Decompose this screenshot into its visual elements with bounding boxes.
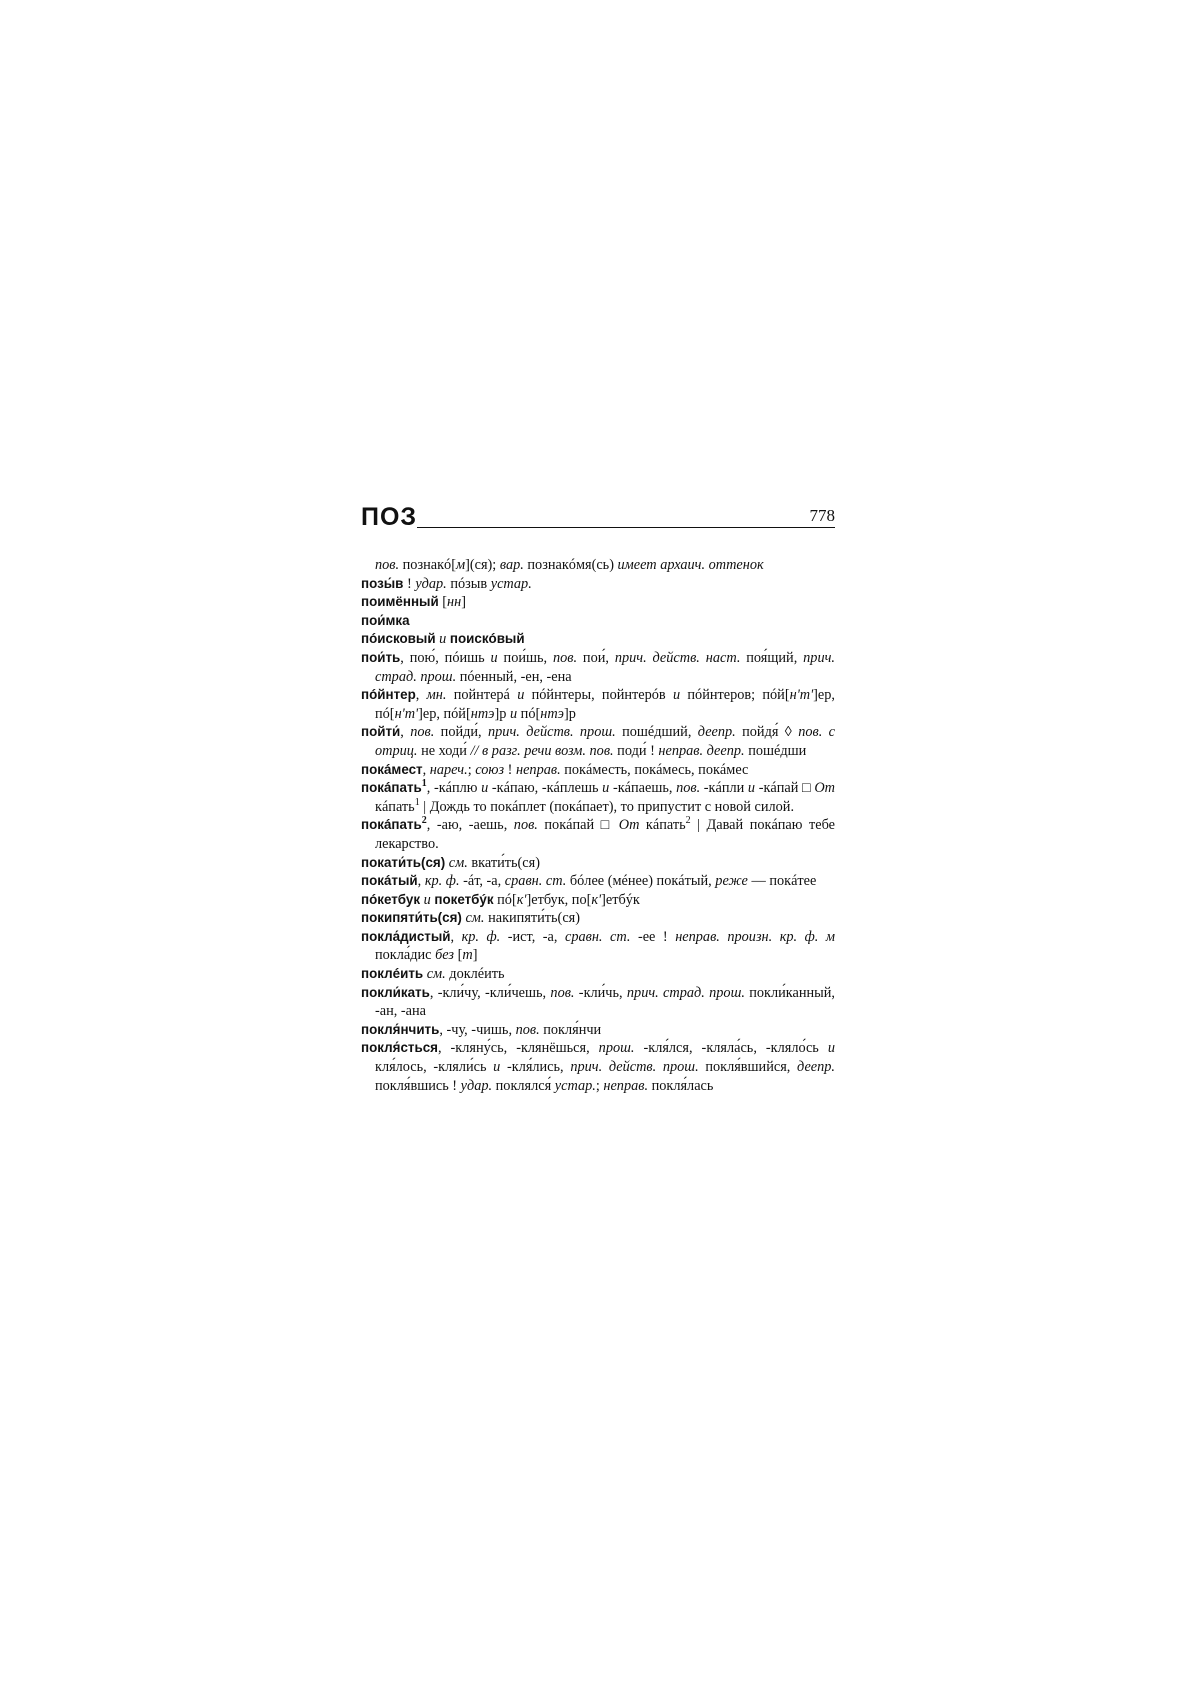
page-number: 778 [809,506,835,525]
grammar-label: и [602,780,610,797]
dictionary-entry [361,1021,835,1040]
headword: покля́нчить [361,1021,440,1037]
grammar-label: прич. страд. прош. [375,649,835,685]
dictionary-entry [361,630,835,649]
headword: пóисковый [361,631,436,647]
entry-text: -ее ! [630,928,676,945]
grammar-label: неправ. [603,1077,649,1094]
homonym-index: 1 [414,796,420,808]
grammar-label: и [490,649,498,666]
grammar-label: пов. [550,984,575,1001]
grammar-label: неправ. [515,761,561,778]
homonym-index: 1 [421,778,427,790]
headword: пóкетбук [361,891,421,907]
entry-text: познакó[ [399,557,456,573]
grammar-label: прич. действ. прош. [488,724,616,741]
entry-text: ]ер, пó[ [375,687,835,722]
grammar-label: От [618,817,640,834]
grammar-label: // в разг. речи возм. пов. [470,742,614,759]
headword: поискóвый [449,631,525,647]
guide-word: ПОЗ [361,503,418,531]
headword: покипяти́ть(ся) [361,910,462,926]
entry-text: ]р [494,705,510,722]
entry-text: , -кáплю [426,780,482,797]
entry-text: пои́шь, [497,649,553,666]
grammar-label: и [747,780,756,797]
grammar-label: м [455,557,466,573]
entry-text: кáпать [639,817,686,834]
grammar-label: устар. [490,575,532,592]
dictionary-entry [361,686,835,723]
headword: покати́ть(ся) [361,854,446,870]
entry-text: бóлее (мéнее) покáтый, [566,873,716,890]
grammar-label: деепр. [697,724,736,741]
entry-text: ]етбýк [601,891,640,908]
grammar-label: т [462,947,473,964]
entry-text: ; [595,1077,604,1094]
entry-text: кáпать [375,798,415,815]
grammar-label: пов. [515,1021,540,1038]
grammar-label: пов. с отриц. [375,724,836,759]
homonym-index: 2 [421,815,427,827]
entry-text: , [417,873,425,890]
grammar-label: и [423,891,431,908]
grammar-label: неправ. произн. кр. ф. м [675,928,835,945]
dictionary-entry [361,761,835,780]
grammar-label: прич. действ. прош. [570,1059,699,1076]
grammar-label: и [517,687,525,704]
headword: покля́сться [361,1040,438,1056]
entry-text: | Давай покáпаю тебе лекарство. [375,817,836,852]
grammar-label: неправ. деепр. [658,742,745,759]
entry-text: пó[ [493,891,517,908]
entry-text: доклéить [445,966,505,983]
headword: покáпать [361,817,422,833]
entry-text: пойди́, [434,724,488,741]
entry-text: пойнтерá [446,687,518,704]
grammar-label: прич. действ. наст. [614,649,741,666]
entry-text: ](ся); [465,557,500,573]
grammar-label: удар. [460,1077,493,1094]
grammar-label: см. [465,910,485,927]
headword: пойти́ [361,724,401,740]
entry-text: пóенный, -ен, -ена [456,668,572,685]
entry-text: , пою́, пóишь [400,649,491,666]
entry-text: кля́лось, -кляли́сь [375,1059,494,1076]
entry-text: , -кли́чу, -кли́чешь, [429,984,551,1001]
dictionary-entry [361,854,835,873]
grammar-label: сравн. ст. [504,873,567,890]
entry-text: поди́ ! [613,742,659,759]
entry-text: [ [454,947,463,964]
grammar-label: и [481,780,489,797]
entry-text: | Дождь то покáплет (покáпает), то припустит с новой силой. [419,798,795,815]
dictionary-entry [361,779,835,816]
entry-text: -кля́лся, -кляла́сь, -кляло́сь [634,1040,828,1057]
dictionary-entry [361,723,835,760]
headword: поклéить [361,966,424,982]
dictionary-entry [361,556,835,575]
entry-text: , [422,761,430,778]
entry-text: покáместь, покáмесь, покáмес [560,761,749,778]
entry-text: пóйнтеров; пóй[ [680,687,790,704]
entry-text: пóзыв [446,575,491,592]
grammar-label: без [435,947,455,964]
entry-text: ! [403,575,416,592]
entry-text: покáпай □ [537,817,619,834]
entry-text: ]р [563,705,576,722]
dictionary-entry [361,891,835,910]
entry-text: , -чу, -чишь, [439,1021,516,1038]
grammar-label: реже [715,873,748,890]
grammar-label: пов. [676,780,701,797]
headword: покетбýк [434,891,494,907]
dictionary-entry [361,872,835,891]
entry-text: ] [472,947,478,964]
grammar-label: пов. [513,817,538,834]
entry-text: покля́вшийся, [698,1059,798,1076]
grammar-label: кр. ф. [424,873,460,890]
entry-text: не ходи́ [417,742,471,759]
entry-text: -кли́чь, [574,984,627,1001]
entry-text: поклялся́ [492,1077,555,1094]
headword: покáтый [361,873,418,889]
headword: покли́кать [361,984,430,1000]
entry-text: -кáпли [700,780,748,797]
page-header [361,502,835,532]
grammar-label: сравн. ст. [564,928,631,945]
dictionary-entry [361,1039,835,1095]
headword: пóйнтер [361,687,416,703]
entry-text: -кáпаешь, [609,780,677,797]
grammar-label: к' [591,891,602,908]
homonym-index: 2 [685,815,691,827]
grammar-label: имеет архаич. оттенок [617,557,764,573]
entry-text: пóйнтеры, пойнтерóв [524,687,673,704]
grammar-label: пов. [375,557,400,573]
dictionary-entry [361,593,835,612]
grammar-label: и [493,1059,501,1076]
grammar-label: вар. [499,557,524,573]
grammar-label: к' [516,891,527,908]
grammar-label: пов. [552,649,578,666]
headword: покáпать [361,780,422,796]
grammar-label: см. [448,854,468,871]
entry-text: -áт, -а, [459,873,505,890]
grammar-label: устар. [554,1077,596,1094]
entry-text: покля́нчи [539,1021,602,1038]
grammar-label: пов. [410,724,435,741]
headword: покла́дистый [361,928,451,944]
headword: поимённый [361,594,439,610]
dictionary-entry [361,816,835,853]
entry-text: ]етбук, по[ [526,891,592,908]
entry-text: ] [461,594,466,611]
grammar-label: мн. [426,687,447,704]
grammar-label: союз [475,761,505,778]
headword: пои́ть [361,649,401,665]
entry-text: покли́канный, -ан, -ана [375,984,835,1020]
grammar-label: нн [447,594,462,611]
entry-text: ]ер, пóй[ [418,705,471,722]
entry-text: познакóмя(сь) [523,557,618,573]
entry-text: , [415,687,427,704]
grammar-label: и [827,1040,835,1057]
dictionary-entry [361,575,835,594]
grammar-label: прич. страд. прош. [626,984,745,1001]
dictionary-entries [361,556,835,1095]
entry-text: [ [438,594,448,611]
entry-text: вкати́ть(ся) [467,854,540,871]
dictionary-entry [361,965,835,984]
entry-text: , -кляну́сь, -клянёшься, [437,1040,599,1057]
grammar-label: прош. [598,1040,635,1057]
entry-text: — покáтее [747,873,817,890]
grammar-label: деепр. [797,1059,836,1076]
grammar-label: нтэ [540,705,564,722]
entry-text: пошéдший, [615,724,698,741]
grammar-label: нтэ [470,705,495,722]
grammar-label: н'т' [789,687,814,704]
entry-text: пошéдши [744,742,807,759]
entry-text: покля́лась [648,1077,714,1094]
grammar-label: кр. ф. [461,928,501,945]
grammar-label: удар. [415,575,447,592]
headword: пои́мка [361,612,410,628]
entry-text: , -аю, -аешь, [426,817,514,834]
grammar-label: см. [426,966,446,983]
entry-text: покла́дис [375,947,436,964]
grammar-label: н'т' [394,705,419,722]
header-rule [417,527,835,528]
grammar-label: От [814,780,836,797]
entry-text: поя́щий, [740,649,804,666]
entry-text: -кáпаю, -кáплешь [488,780,603,797]
entry-text: ! [504,761,516,778]
dictionary-entry [361,649,835,686]
grammar-label: нареч. [429,761,468,778]
entry-text: ; [467,761,476,778]
entry-text: -ист, -а, [500,928,565,945]
entry-text: пои́, [577,649,615,666]
entry-text: , [450,928,462,945]
grammar-label: и [439,631,447,648]
headword: позы́в [361,575,404,591]
entry-text: пойдя́ ◊ [735,724,799,741]
dictionary-entry [361,928,835,965]
entry-text: пó[ [517,705,541,722]
grammar-label: и [672,687,681,704]
entry-text: -кля́лись, [500,1059,571,1076]
entry-text: покля́вшись ! [375,1077,461,1094]
headword: покáмест [361,761,423,777]
dictionary-entry [361,612,835,631]
entry-text: накипяти́ть(ся) [484,910,581,927]
dictionary-entry [361,984,835,1021]
entry-text: -кáпай □ [755,780,815,797]
entry-text: , [400,724,411,741]
dictionary-entry [361,909,835,928]
grammar-label: и [509,705,518,722]
